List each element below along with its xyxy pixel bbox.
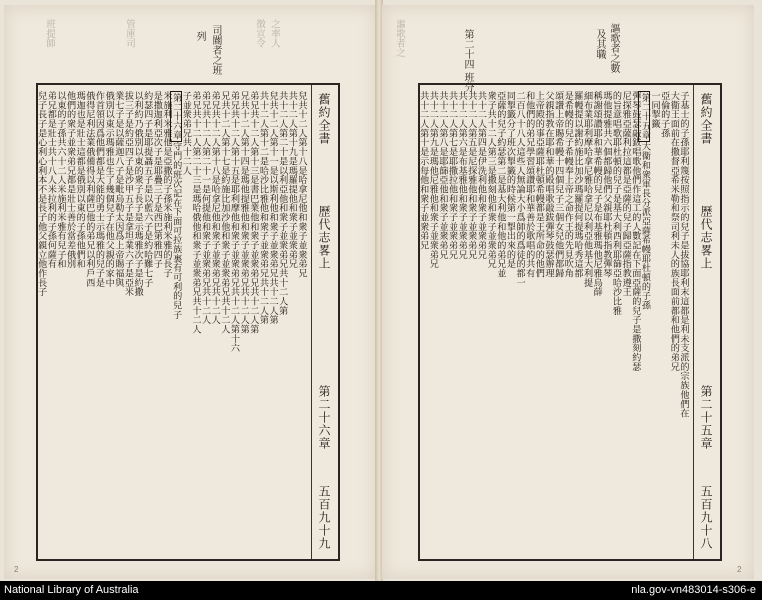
text-column: 瑪他提雅共六個都歸他們父親耶杜頓指教彈琴: [600, 91, 611, 278]
text-column: 弟兄共十二人第十八是哈拿尼他和衆子並衆弟兄共十二人: [209, 91, 220, 325]
text-column: 父親指教在耶和華的殿唱歌敲鈸彈琴鼓瑟辦理: [543, 91, 553, 278]
text-column: 米施利米雅他是亞撒的子孫米施利米雅的長子: [161, 91, 171, 278]
footer-bar: [0, 581, 762, 600]
text-column: 細布業耶利摩哈拿尼雅哈拿尼以利亞他基大利提: [581, 91, 592, 288]
book-title: 舊約全書: [699, 93, 713, 145]
text-column: 共十二人第二十是以利亞他和衆子並衆弟兄共十二人第: [276, 91, 287, 316]
chapter-label: 第二十六章: [317, 385, 331, 450]
bleed-through-text: 徴宣令: [254, 19, 265, 48]
text-column: 共十二人第五是尼探雅他和衆子並衆弟兄: [465, 91, 476, 260]
text-column: 弟兄共十二人第二十一是何提他和衆子並衆弟兄共十二人: [199, 91, 210, 325]
text-column: 是希幔的兒子希幔奉上帝之命作王的先見吹角: [562, 91, 573, 278]
text-column: 亞薩的兒子約瑟第二是基大利他和他的弟兄並: [494, 91, 505, 278]
text-column: 第二十五章大衞和衆軍長分派亞薩希幔耶杜頓的子孫: [639, 93, 650, 310]
text-column: 亞倫的子孫: [658, 91, 669, 138]
text-column: 共十二人第十二是哈沙比雅他和衆子並衆弟兄共十二人第: [257, 91, 268, 325]
text-column: 彈琴鼓瑟敲鈸唱歌他們作這工的人數記在下面亞薩的兒子是撒刻約瑟: [629, 91, 640, 372]
bleed-through-text: 管庫司: [124, 19, 135, 48]
chapter-marker: 第二十六章: [170, 93, 181, 140]
page-number: 五百九十九: [317, 485, 331, 550]
footer-identifier: nla.gov-vn483014-s306-e: [631, 584, 756, 596]
text-column: 共十二人第七是耶撒拉他和衆子並衆弟兄: [446, 91, 457, 260]
text-column: 作首領因爲他們都是大能的勇士示瑪雅的兒子是: [93, 91, 104, 288]
text-column: 俄別以東示瑪雅也生了幾個兒子在他父親的家中: [103, 91, 114, 288]
text-column: 共十二人第八是耶篩亞他和衆子並衆弟兄: [436, 91, 447, 260]
text-column: 羅幔提以謝約施比加沙瑪羅提何提瑪哈秀這都: [571, 91, 582, 278]
text-column: 同掣籤分了班次掣籤的時候第一掣出來的是: [504, 91, 515, 269]
text-column: 子並衆弟兄共十二人: [180, 91, 191, 176]
running-header: [694, 85, 720, 559]
text-column: 弟兄共十二人第二十三是瑪哈俄他和衆子並衆弟兄共十二人: [189, 91, 200, 334]
text-column: 以利約乃俄別以東的衆子長子是示瑪雅次子是約撒: [132, 91, 143, 297]
text-column: 共十二人第十九是瑪羅提他和衆子並衆弟兄: [286, 91, 297, 269]
text-column: 第二十六章守門的班次記在下面可拉族裏有可利的兒子: [170, 93, 181, 320]
text-column: 子基士的子孫耶利篾按照指示的兒子是拔協耶利末這都是利未支派的宗族他們在: [678, 91, 688, 418]
bleed-through-text: 之率人: [269, 19, 280, 48]
text-column: 共十二人第九是瑪他尼雅他和衆子並衆弟兄: [427, 91, 438, 269]
text-column: 兄共十二人第十四是瑪他提雅他和衆子並衆弟兄共十二人第: [238, 91, 249, 334]
text-column: 共十二人第四是伊洗利他和衆子並衆弟兄: [475, 91, 486, 260]
book-title: 舊約全書: [317, 93, 331, 145]
footer-credit: National Library of Australia: [4, 584, 139, 596]
folio-mark: 2: [737, 565, 742, 574]
text-column: 衆子共十二人第三是撒刻他和衆子並衆弟兄: [485, 91, 496, 269]
text-column: 共十二人第十是示每他和衆子並衆弟兄: [417, 91, 428, 250]
section-title: 歷代志畧上: [317, 205, 331, 270]
text-column: 是撒迦利亞次子是耶疊三子是西巴第雅四子: [151, 91, 162, 269]
text-column: 弟兄共十二人第十三是書巴業他和衆子並衆弟兄共十二人第: [247, 91, 258, 334]
text-column: 稱謝頌讚耶和華希幔的兒子是布基雅瑪他尼雅烏薛: [591, 91, 602, 297]
header-divider: [693, 85, 694, 559]
text-frame: [418, 83, 722, 561]
text-column: 共十二人第六是布基雅他和衆子並衆弟兄: [456, 91, 467, 260]
text-column: 大衞王面前在撒督亞希米勒和祭司利未人的族長面前都和他們的弟兄: [668, 91, 679, 372]
margin-note-line-1: 司閽者之班: [210, 25, 221, 75]
margin-note-line-2: 及其職: [594, 29, 605, 59]
text-column: 約瑟四子是耶提聶五子是以藍六子是約哈難七子: [141, 91, 152, 288]
text-column: 他們的衆子並衆弟兄都是壯士善於當差俄別: [64, 91, 75, 269]
text-column: 一同掣籤: [649, 91, 660, 129]
text-column: 拔三子是約亞四子是沙甲五子是拿坦業六子是亞米: [122, 91, 133, 297]
text-frame: [36, 83, 340, 561]
header-divider: [311, 85, 312, 559]
text-column: 業七子是以薩迦八子是毗烏勒太因爲上帝賜福與: [112, 91, 123, 288]
text-column: 兄共十二人第十七是約施比加沙他和衆子並衆弟兄共十二人: [218, 91, 229, 334]
text-column: 頌讚上帝賜希幔十四個兒子三個女兒他們都歸: [552, 91, 563, 278]
folio-mark: 2: [14, 565, 19, 574]
text-column: 兒子長子是心利心利本不是長子他父親立他作長子: [35, 91, 46, 297]
text-column: 俄得尼利法業俄備得以利薩巴他的弟兄以利戶西: [83, 91, 94, 288]
margin-note-small: 第二十四 班分: [462, 29, 473, 93]
chapter-marker: 第二十五章: [639, 93, 650, 140]
margin-note-line-1: 謳歌者之數: [608, 23, 619, 73]
section-title: 歷代志畧上: [699, 205, 713, 270]
text-column: 兒共十二人第十一是以斯利他和衆子並衆弟兄共十二人第: [267, 91, 278, 325]
text-column: 的旨意唱歌耶杜頓的兒子是基大利西利耶篩亞哈沙比雅: [610, 91, 621, 316]
running-header: [312, 85, 338, 559]
text-column: 和他們的弟兄學習頌讚耶和華善於歌唱的共有: [523, 91, 534, 278]
bleed-through-text: 班提師: [44, 19, 55, 48]
text-column: 瑪迦也是壯士這都是俄別以東的子孫他們和: [74, 91, 85, 269]
text-column: 以東的子孫共六十二人米施利米雅有兒子和: [54, 91, 65, 269]
left-page: [4, 5, 376, 579]
chapter-label: 第二十五章: [699, 385, 713, 450]
text-column: 二百八十八人這些人無論大小爲師的爲徒的都一: [514, 91, 525, 288]
text-column: 弟兄共十二人第十五是耶利摩他和衆子並衆弟兄共十二人第十六: [228, 91, 239, 353]
bleed-through-text: 謳歌者之: [394, 19, 405, 57]
text-column: 尼探雅亞薩利拉這都是亞薩的兒子歸亞薩指教遵王: [620, 91, 631, 297]
page-number: 五百九十八: [699, 485, 713, 550]
right-page: [382, 5, 754, 579]
text-column: 兒共十二人第十八是哈拿尼他和衆子並衆弟兄: [296, 91, 306, 278]
text-column: 上帝殿的事亞薩耶杜頓希幔都是王所命的他們: [533, 91, 544, 278]
text-column: 弟兄都是壯士共十八人米拉利的子孫何薩有: [45, 91, 56, 269]
margin-note-line-2: 列: [194, 31, 205, 41]
